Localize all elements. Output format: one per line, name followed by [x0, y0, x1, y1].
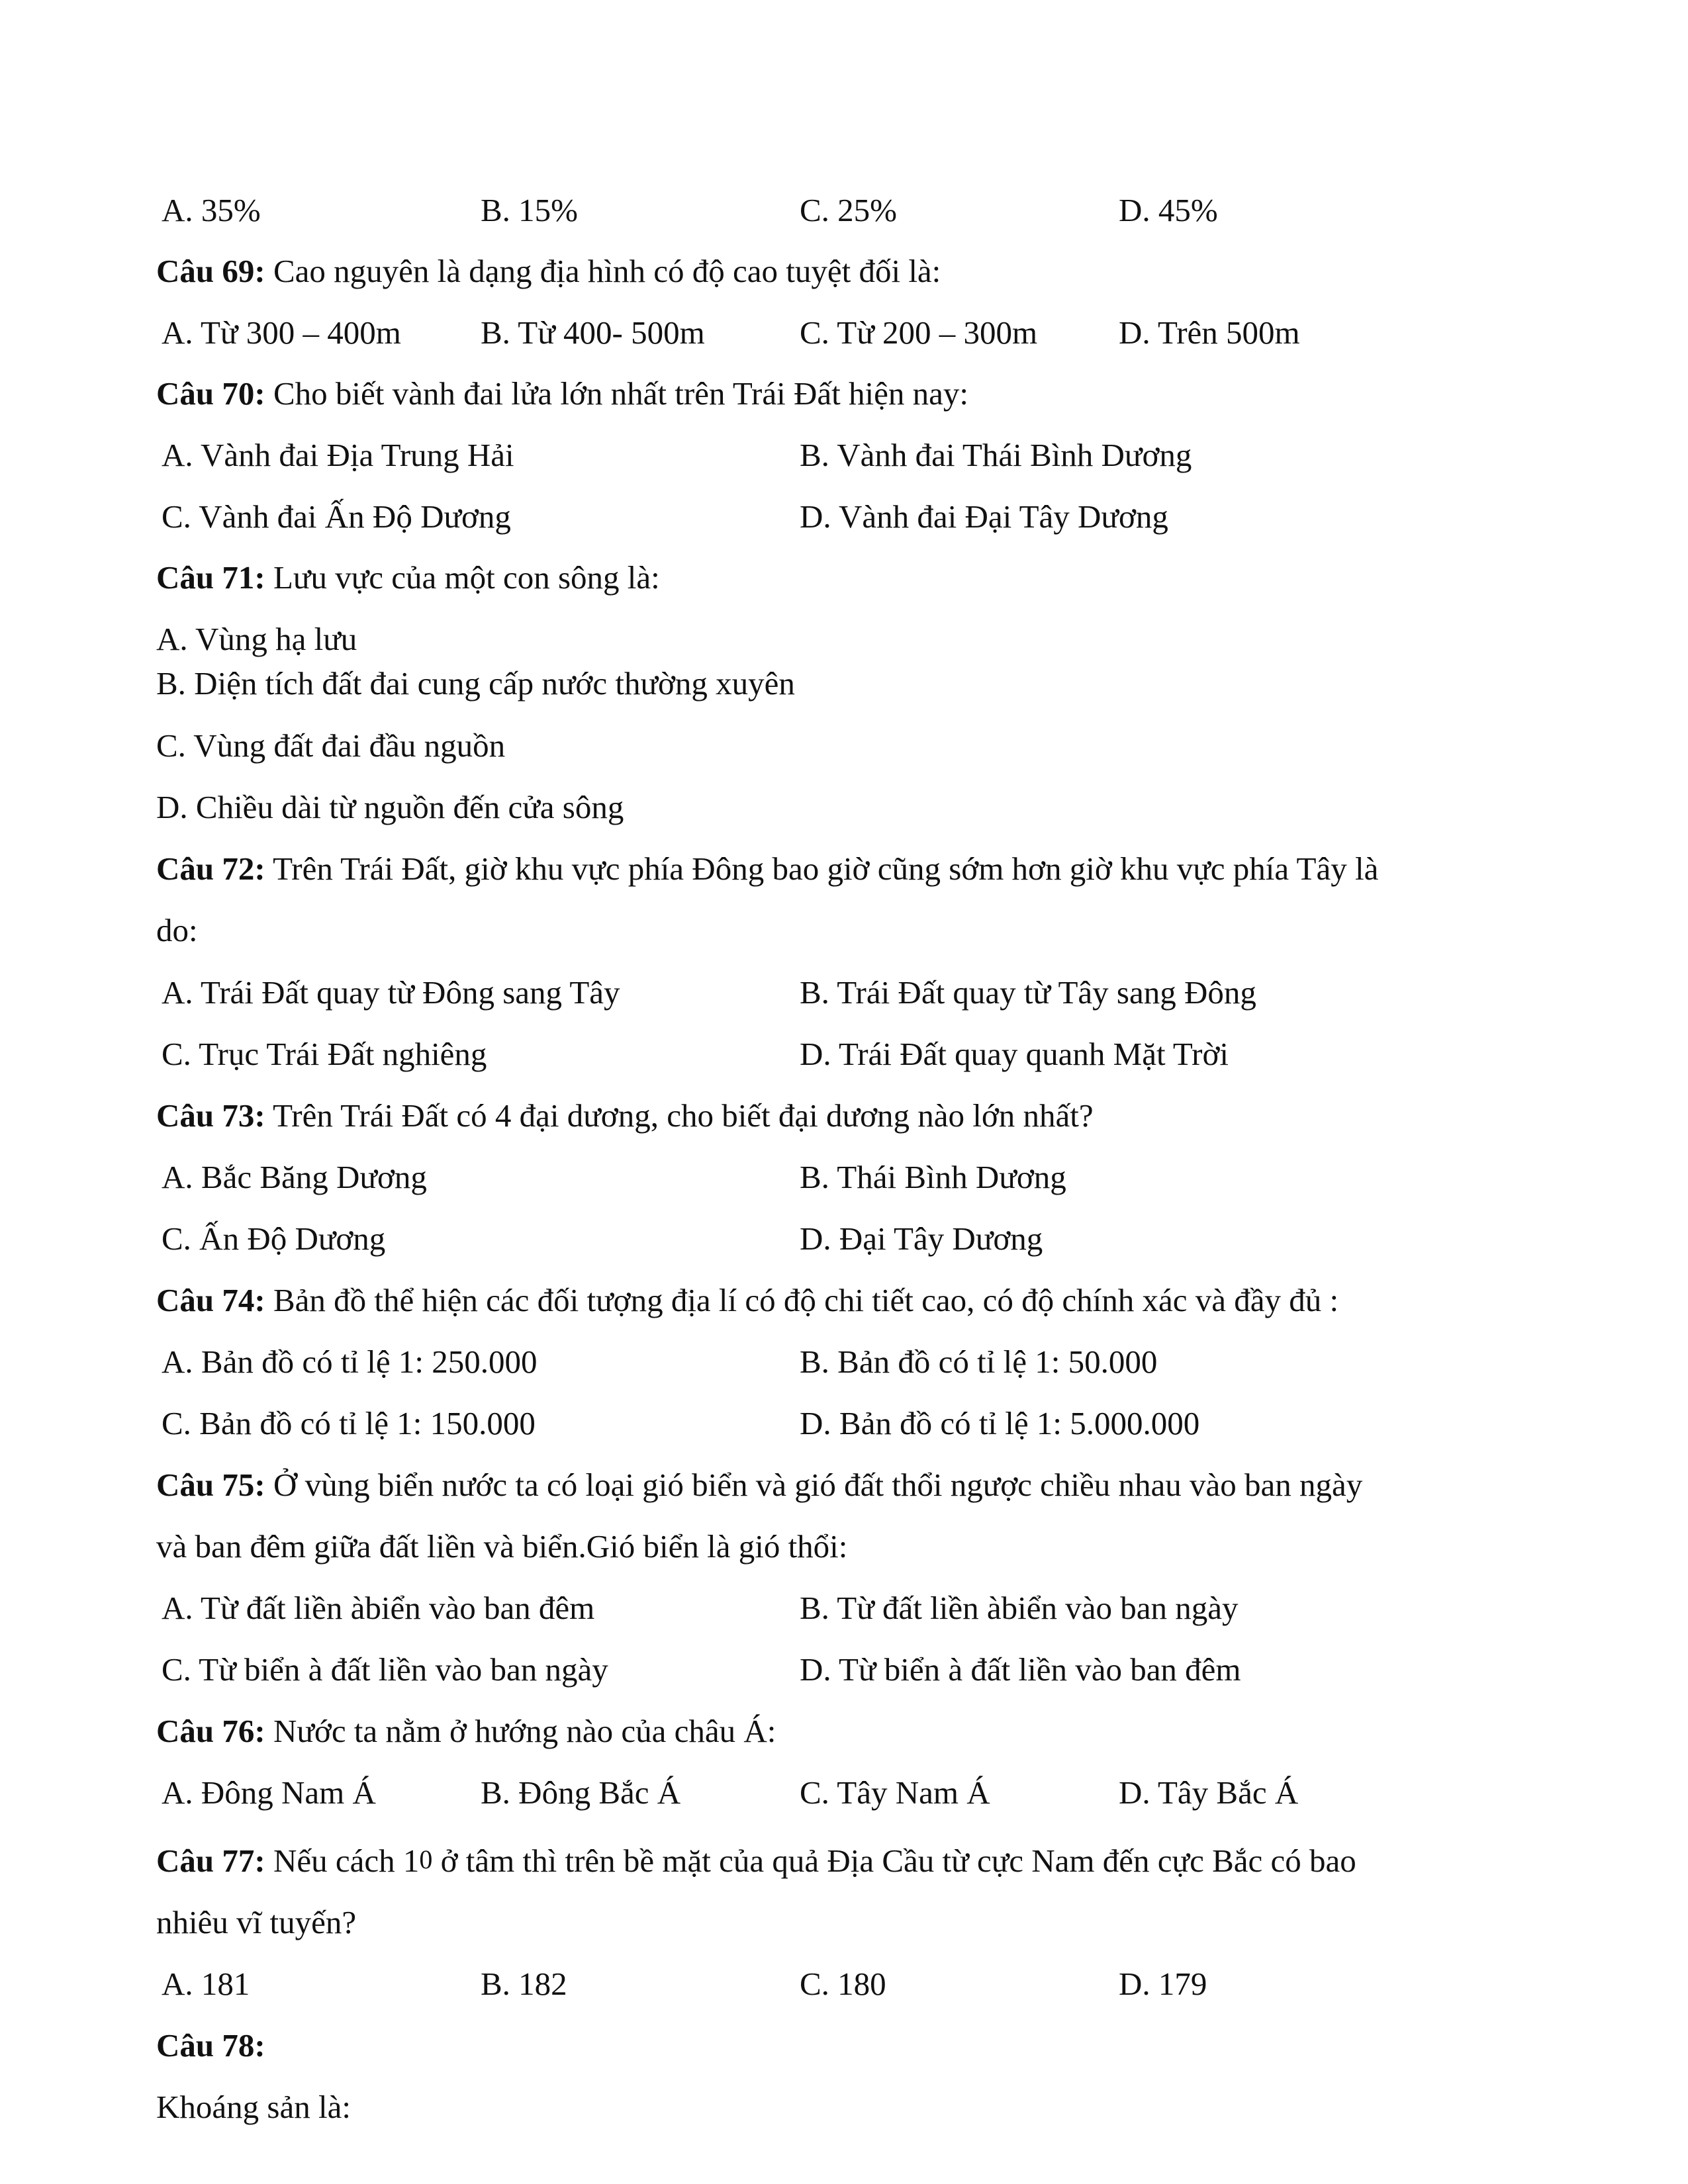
question-77-continued: nhiêu vĩ tuyến? [156, 1904, 357, 1940]
q71-option-d: D. Chiều dài từ nguồn đến cửa sông [156, 789, 624, 825]
question-76 [156, 1711, 776, 1751]
q75-option-b: B. Từ đất liền àbiển vào ban ngày [800, 1590, 1239, 1626]
question-text: Bản đồ thể hiện các đối tượng địa lí có độ chi tiết cao, có độ chính xác và đầy đủ : [265, 1282, 1339, 1318]
q74-option-a: A. Bản đồ có tỉ lệ 1: 250.000 [162, 1343, 538, 1380]
q72-option-b: B. Trái Đất quay từ Tây sang Đông [800, 974, 1256, 1011]
q75-option-d: D. Từ biển à đất liền vào ban đêm [800, 1651, 1241, 1688]
q75-option-c: C. Từ biển à đất liền vào ban ngày [162, 1651, 608, 1688]
question-number: Câu 76: [156, 1713, 265, 1749]
q73-option-d: D. Đại Tây Dương [800, 1220, 1043, 1257]
q76-option-a: A. Đông Nam Á [162, 1774, 376, 1811]
q75-option-a: A. Từ đất liền àbiển vào ban đêm [162, 1590, 595, 1626]
q69-option-a: A. Từ 300 – 400m [162, 314, 401, 351]
question-77 [156, 1841, 1356, 1881]
q71-option-a: A. Vùng hạ lưu [156, 621, 357, 657]
question-75 [156, 1465, 1362, 1505]
q68-option-a: A. 35% [162, 192, 261, 228]
q71-option-c: C. Vùng đất đai đầu nguồn [156, 727, 506, 764]
question-text: Lưu vực của một con sông là: [265, 559, 660, 596]
question-number: Câu 70: [156, 375, 265, 412]
q73-option-c: C. Ấn Độ Dương [162, 1220, 386, 1257]
q69-option-b: B. Từ 400- 500m [481, 314, 705, 351]
q77-option-d: D. 179 [1119, 1966, 1207, 2002]
q69-option-d: D. Trên 500m [1119, 314, 1300, 351]
question-text: Nước ta nằm ở hướng nào của châu Á: [265, 1713, 776, 1749]
q70-option-d: D. Vành đai Đại Tây Dương [800, 498, 1168, 535]
question-number: Câu 73: [156, 1097, 265, 1134]
question-73 [156, 1096, 1094, 1136]
q69-option-c: C. Từ 200 – 300m [800, 314, 1038, 351]
q77-option-c: C. 180 [800, 1966, 886, 2002]
q76-option-d: D. Tây Bắc Á [1119, 1774, 1299, 1811]
question-text: Nếu cách 1 [265, 1843, 420, 1879]
question-78: Câu 78: [156, 2027, 265, 2064]
question-74 [156, 1281, 1338, 1320]
question-text: Cao nguyên là dạng địa hình có độ cao tuyệt đối là: [265, 253, 941, 289]
q72-option-a: A. Trái Đất quay từ Đông sang Tây [162, 974, 620, 1011]
q70-option-b: B. Vành đai Thái Bình Dương [800, 437, 1192, 473]
question-number: Câu 77: [156, 1843, 265, 1879]
q70-option-a: A. Vành đai Địa Trung Hải [162, 437, 514, 473]
q70-option-c: C. Vành đai Ấn Độ Dương [162, 498, 511, 535]
q76-option-b: B. Đông Bắc Á [481, 1774, 681, 1811]
question-text-rest: ở tâm thì trên bề mặt của quả Địa Cầu từ cực Nam đến cực Bắc có bao [432, 1843, 1356, 1879]
question-72-continued: do: [156, 912, 198, 948]
question-75-continued: và ban đêm giữa đất liền và biển.Gió biển là gió thổi: [156, 1528, 848, 1565]
q68-option-c: C. 25% [800, 192, 897, 228]
question-69 [156, 251, 941, 291]
question-number: Câu 71: [156, 559, 265, 596]
q77-option-b: B. 182 [481, 1966, 567, 2002]
q74-option-b: B. Bản đồ có tỉ lệ 1: 50.000 [800, 1343, 1158, 1380]
question-text: Trên Trái Đất có 4 đại dương, cho biết đại dương nào lớn nhất? [265, 1097, 1094, 1134]
question-text: Cho biết vành đai lửa lớn nhất trên Trái Đất hiện nay: [265, 375, 968, 412]
q68-option-d: D. 45% [1119, 192, 1218, 228]
question-number: Câu 75: [156, 1467, 265, 1503]
q72-option-c: C. Trục Trái Đất nghiêng [162, 1036, 487, 1072]
q74-option-d: D. Bản đồ có tỉ lệ 1: 5.000.000 [800, 1405, 1200, 1441]
q73-option-a: A. Bắc Băng Dương [162, 1159, 427, 1195]
question-78-text: Khoáng sản là: [156, 2089, 351, 2125]
q74-option-c: C. Bản đồ có tỉ lệ 1: 150.000 [162, 1405, 536, 1441]
question-72 [156, 849, 1378, 889]
degree-superscript: 0 [419, 1844, 433, 1874]
question-70 [156, 374, 968, 414]
q76-option-c: C. Tây Nam Á [800, 1774, 990, 1811]
q73-option-b: B. Thái Bình Dương [800, 1159, 1066, 1195]
question-number: Câu 74: [156, 1282, 265, 1318]
q77-option-a: A. 181 [162, 1966, 250, 2002]
q72-option-d: D. Trái Đất quay quanh Mặt Trời [800, 1036, 1229, 1072]
q71-option-b: B. Diện tích đất đai cung cấp nước thường xuyên [156, 665, 795, 702]
question-number: Câu 72: [156, 850, 265, 887]
question-number: Câu 69: [156, 253, 265, 289]
q68-option-b: B. 15% [481, 192, 578, 228]
question-71 [156, 558, 660, 598]
question-text: Ở vùng biển nước ta có loại gió biển và gió đất thổi ngược chiều nhau vào ban ngày [265, 1467, 1363, 1503]
question-text: Trên Trái Đất, giờ khu vực phía Đông bao giờ cũng sớm hơn giờ khu vực phía Tây là [265, 850, 1379, 887]
